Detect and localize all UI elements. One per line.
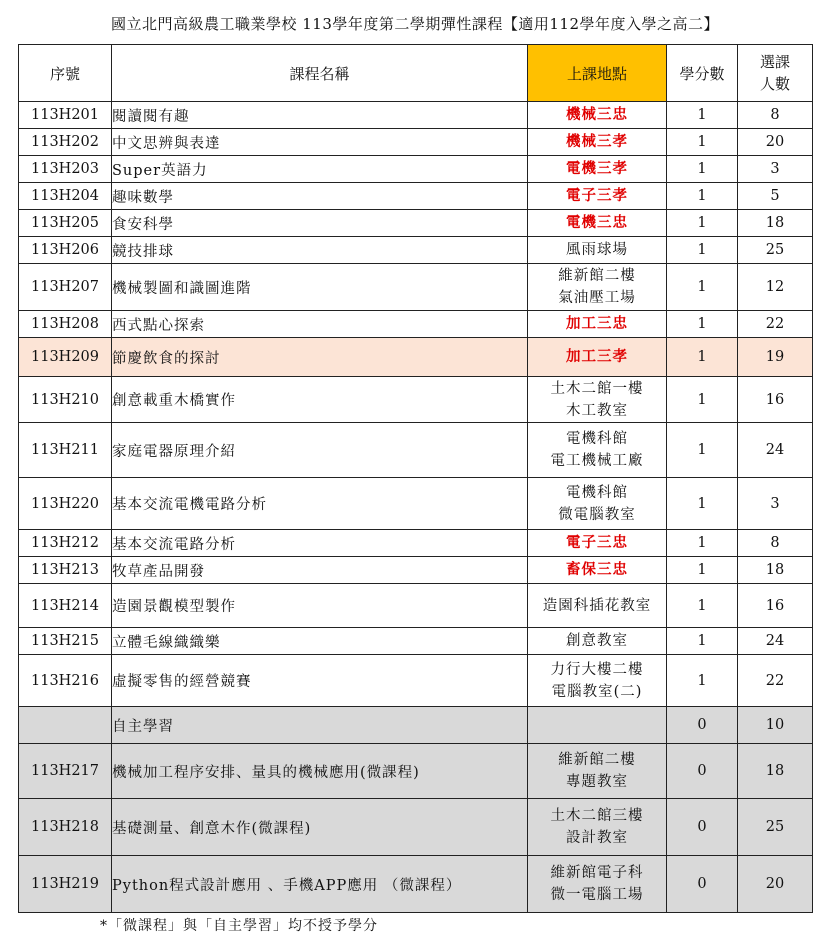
course-name: 立體毛線織織樂 <box>112 628 528 655</box>
course-id: 113H210 <box>19 377 112 423</box>
table-row-gray <box>19 744 813 799</box>
course-id: 113H201 <box>19 102 112 129</box>
course-enrolled: 8 <box>738 530 813 557</box>
course-enrolled: 20 <box>738 129 813 156</box>
course-id: 113H206 <box>19 237 112 264</box>
course-id: 113H204 <box>19 183 112 210</box>
table-row <box>19 311 813 338</box>
course-location <box>528 183 667 210</box>
table-row <box>19 655 813 707</box>
location-line: 力行大樓二樓 <box>550 661 644 678</box>
course-id: 113H217 <box>19 744 112 799</box>
course-enrolled: 8 <box>738 102 813 129</box>
location-line: 設計教室 <box>566 830 628 846</box>
page-title: 國立北門高級農工職業學校 113學年度第二學期彈性課程【適用112學年度入學之高二】 <box>110 15 720 33</box>
table-row <box>19 557 813 584</box>
course-enrolled: 12 <box>738 264 813 311</box>
course-enrolled: 24 <box>738 423 813 478</box>
course-id: 113H212 <box>19 530 112 557</box>
course-credits: 1 <box>667 338 738 377</box>
course-location <box>528 478 667 530</box>
course-credits: 1 <box>667 102 738 129</box>
course-credits: 1 <box>667 478 738 530</box>
course-name: 虛擬零售的經營競賽 <box>112 655 528 707</box>
location-line: 畜保三忠 <box>566 561 628 578</box>
course-name: 家庭電器原理介紹 <box>112 423 528 478</box>
course-enrolled: 24 <box>738 628 813 655</box>
header-location: 上課地點 <box>528 45 667 102</box>
course-credits: 0 <box>667 856 738 913</box>
course-enrolled: 3 <box>738 156 813 183</box>
location-line: 專題教室 <box>566 774 628 790</box>
table-row <box>19 377 813 423</box>
course-location <box>528 799 667 856</box>
course-location <box>528 530 667 557</box>
course-id: 113H209 <box>19 338 112 377</box>
course-name: 節慶飲食的探討 <box>112 338 528 377</box>
course-name: 造園景觀模型製作 <box>112 584 528 628</box>
table-row <box>19 129 813 156</box>
course-location <box>528 655 667 707</box>
location-line: 木工教室 <box>566 402 628 419</box>
location-line: 電機科館 <box>566 484 628 501</box>
course-credits: 1 <box>667 129 738 156</box>
course-enrolled: 16 <box>738 584 813 628</box>
course-credits: 1 <box>667 530 738 557</box>
location-line: 維新館電子科 <box>550 865 644 881</box>
table-row-highlighted <box>19 338 813 377</box>
course-name: 機械製圖和識圖進階 <box>112 264 528 311</box>
course-name: 閱讀閱有趣 <box>112 102 528 129</box>
footnote: *「微課程」與「自主學習」均不授予學分 <box>100 918 378 934</box>
course-enrolled: 22 <box>738 655 813 707</box>
course-name: 中文思辨與表達 <box>112 129 528 156</box>
course-credits: 1 <box>667 210 738 237</box>
course-credits: 0 <box>667 744 738 799</box>
course-name: 基本交流電機電路分析 <box>112 478 528 530</box>
course-enrolled: 18 <box>738 744 813 799</box>
course-enrolled: 5 <box>738 183 813 210</box>
table-row-gray <box>19 799 813 856</box>
course-enrolled: 20 <box>738 856 813 913</box>
course-id: 113H214 <box>19 584 112 628</box>
course-name: Python程式設計應用 、手機APP應用 （微課程） <box>112 856 528 913</box>
header-enrolled <box>738 45 813 102</box>
course-credits: 0 <box>667 799 738 856</box>
location-line: 電機三孝 <box>566 160 628 177</box>
table-row <box>19 102 813 129</box>
location-line: 土木二館一樓 <box>550 380 644 397</box>
course-location <box>528 237 667 264</box>
location-line: 機械三孝 <box>566 133 628 150</box>
location-line: 電子三孝 <box>566 187 628 204</box>
table-row <box>19 478 813 530</box>
course-credits: 1 <box>667 584 738 628</box>
course-location <box>528 102 667 129</box>
course-enrolled: 3 <box>738 478 813 530</box>
course-name: 創意載重木橋實作 <box>112 377 528 423</box>
table-row <box>19 183 813 210</box>
course-location <box>528 744 667 799</box>
course-id: 113H215 <box>19 628 112 655</box>
table-row <box>19 628 813 655</box>
course-name: 自主學習 <box>112 707 528 744</box>
table-row-gray <box>19 707 813 744</box>
course-name: 基礎測量、創意木作(微課程) <box>112 799 528 856</box>
location-line: 維新館二樓 <box>558 752 636 768</box>
course-name: Super英語力 <box>112 156 528 183</box>
location-line: 氣油壓工場 <box>558 290 636 306</box>
table-row <box>19 584 813 628</box>
header-row <box>19 45 813 102</box>
course-name: 趣味數學 <box>112 183 528 210</box>
course-location <box>528 311 667 338</box>
location-line: 電機三忠 <box>566 214 628 231</box>
course-enrolled: 18 <box>738 557 813 584</box>
course-credits: 1 <box>667 377 738 423</box>
course-credits: 1 <box>667 628 738 655</box>
course-credits: 1 <box>667 264 738 311</box>
course-id: 113H202 <box>19 129 112 156</box>
location-line: 微一電腦工場 <box>550 887 644 903</box>
location-line: 電腦教室(二) <box>551 683 643 700</box>
course-enrolled: 18 <box>738 210 813 237</box>
course-id <box>19 707 112 744</box>
location-line: 電工機械工廠 <box>550 453 644 469</box>
course-enrolled: 22 <box>738 311 813 338</box>
course-location <box>528 129 667 156</box>
course-credits: 1 <box>667 237 738 264</box>
table-row <box>19 210 813 237</box>
course-id: 113H213 <box>19 557 112 584</box>
course-credits: 1 <box>667 183 738 210</box>
course-credits: 1 <box>667 655 738 707</box>
location-line: 微電腦教室 <box>558 506 636 523</box>
course-credits: 1 <box>667 311 738 338</box>
course-credits: 1 <box>667 156 738 183</box>
course-id: 113H219 <box>19 856 112 913</box>
course-name: 競技排球 <box>112 237 528 264</box>
location-line: 電子三忠 <box>566 534 628 551</box>
course-credits: 1 <box>667 557 738 584</box>
location-line: 機械三忠 <box>566 106 628 123</box>
course-location <box>528 557 667 584</box>
location-line: 造園科插花教室 <box>542 597 652 614</box>
table-row <box>19 423 813 478</box>
course-credits: 0 <box>667 707 738 744</box>
course-id: 113H208 <box>19 311 112 338</box>
course-location <box>528 628 667 655</box>
header-id: 序號 <box>19 45 112 102</box>
location-line: 維新館二樓 <box>558 268 636 284</box>
location-line: 風雨球場 <box>566 242 628 258</box>
table-row <box>19 237 813 264</box>
header-credits: 學分數 <box>667 45 738 102</box>
course-id: 113H216 <box>19 655 112 707</box>
course-table <box>18 44 813 913</box>
header-name: 課程名稱 <box>112 45 528 102</box>
course-id: 113H207 <box>19 264 112 311</box>
course-enrolled: 25 <box>738 799 813 856</box>
course-location <box>528 156 667 183</box>
course-name: 基本交流電路分析 <box>112 530 528 557</box>
course-location <box>528 338 667 377</box>
course-name: 食安科學 <box>112 210 528 237</box>
course-location <box>528 264 667 311</box>
course-location <box>528 856 667 913</box>
course-name: 機械加工程序安排、量具的機械應用(微課程) <box>112 744 528 799</box>
course-location <box>528 423 667 478</box>
course-location <box>528 210 667 237</box>
course-id: 113H220 <box>19 478 112 530</box>
table-row-gray <box>19 856 813 913</box>
course-id: 113H218 <box>19 799 112 856</box>
header-enrolled-text: 選課人數 <box>759 53 790 93</box>
course-name: 西式點心探索 <box>112 311 528 338</box>
course-enrolled: 10 <box>738 707 813 744</box>
course-enrolled: 16 <box>738 377 813 423</box>
course-name: 牧草產品開發 <box>112 557 528 584</box>
course-credits: 1 <box>667 423 738 478</box>
course-location <box>528 707 667 744</box>
table-row <box>19 156 813 183</box>
course-id: 113H203 <box>19 156 112 183</box>
table-row <box>19 264 813 311</box>
course-id: 113H211 <box>19 423 112 478</box>
course-location <box>528 584 667 628</box>
location-line: 創意教室 <box>566 633 628 649</box>
location-line: 土木二館三樓 <box>550 808 644 824</box>
location-line: 加工三忠 <box>566 315 628 332</box>
course-location <box>528 377 667 423</box>
location-line: 電機科館 <box>566 431 628 447</box>
course-enrolled: 25 <box>738 237 813 264</box>
course-id: 113H205 <box>19 210 112 237</box>
location-line: 加工三孝 <box>566 348 628 365</box>
table-row <box>19 530 813 557</box>
course-enrolled: 19 <box>738 338 813 377</box>
